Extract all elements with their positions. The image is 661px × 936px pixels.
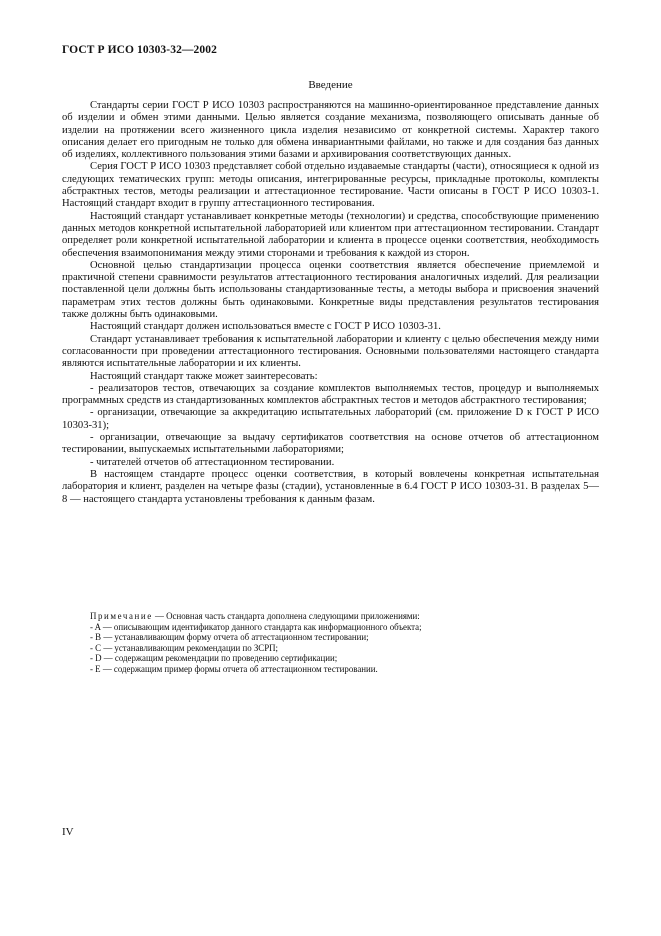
paragraph: Настоящий стандарт также может заинтересовать: — [90, 370, 318, 382]
note-item: - E — содержащим пример формы отчета об аттестационном тестировании. — [90, 663, 378, 674]
note-item: - B — устанавливающим форму отчета об аттестационном тестировании; — [90, 632, 369, 643]
note-item: - A — описывающим идентификатор данного стандарта как информационного объекта; — [90, 621, 422, 632]
paragraph: Основной целью стандартизации процесса оценки соответствия является обеспечение приемлемой и практичной степени сравнимости результатов аттестационного тестирования аналогичных изделий. Для реализации поставленной цели должны быть использованы стандартизованные тесты, а методы выбора и присвоения значений параметрам этих тестов должны быть одинаковыми. Конкретные виды представления результатов тестирования также должны быть одинаковыми. — [62, 259, 599, 321]
note-label: Примечание — [90, 611, 153, 621]
list-item: - организации, отвечающие за аккредитацию испытательных лабораторий (см. приложение D к ГОСТ Р ИСО 10303-31); — [62, 407, 599, 431]
list-item: - реализаторов тестов, отвечающих за создание комплектов выполняемых тестов, процедур и выполняемых программных средств из стандартизованных комплектов абстрактных тестов и методов абстрактного тестирования; — [62, 382, 599, 407]
introduction-body — [62, 100, 599, 506]
list-item: - читателей отчетов об аттестационном тестировании. — [90, 456, 335, 468]
document-header: ГОСТ Р ИСО 10303-32—2002 — [62, 44, 217, 56]
note-intro: — Основная часть стандарта дополнена следующими приложениями: — [152, 611, 420, 621]
annex-note — [90, 611, 599, 675]
list-item: - организации, отвечающие за выдачу сертификатов соответствия на основе отчетов об аттестационном тестировании, выпускаемых испытательными лабораториями; — [62, 432, 599, 456]
note-item: - C — устанавливающим рекомендации по ЗСРП; — [90, 642, 279, 653]
paragraph: Серия ГОСТ Р ИСО 10303 представляет собой отдельно издаваемые стандарты (части), относящиеся к одной из следующих тематических групп: методы описания, интегрированные ресурсы, прикладные протоколы, комплекты абстрактных тестов, методы реализации и аттестационное тестирование. Части описаны в ГОСТ Р ИСО 10303-1. Настоящий стандарт входит в группу аттестационного тестирования. — [62, 161, 599, 210]
note-heading — [90, 611, 599, 622]
paragraph: В настоящем стандарте процесс оценки соответствия, в который вовлечены конкретная испытательная лаборатория и клиент, разделен на четыре фазы (стадии), установленные в 6.4 ГОСТ Р ИСО 10303-31. В разделах 5—8 — настоящего стандарта установлены требования к данным фазам. — [62, 468, 599, 505]
paragraph: Настоящий стандарт должен использоваться вместе с ГОСТ Р ИСО 10303-31. — [90, 321, 441, 333]
paragraph: Стандарт устанавливает требования к испытательной лаборатории и клиенту с целью обеспечения между ними согласованности при проведении аттестационного тестирования. Основными пользователями настоящего стандарта являются испытательные лаборатории и их клиенты. — [62, 333, 599, 370]
section-title: Введение — [308, 79, 353, 91]
note-item: - D — содержащим рекомендации по проведению сертификации; — [90, 653, 338, 664]
paragraph: Стандарты серии ГОСТ Р ИСО 10303 распространяются на машинно-ориентированное представление данных об изделии и обмен этими данными. Целью является создание механизма, позволяющего описывать данные об изделии на протяжении всего жизненного цикла изделия независимо от конкретной системы. Характер такого описания делает его пригодным не только для обмена инвариантными файлами, но также и для создания баз данных об изделиях, коллективного пользования этими базами и архивирования соответствующих данных. — [62, 100, 599, 161]
page-number: IV — [62, 826, 74, 838]
paragraph: Настоящий стандарт устанавливает конкретные методы (технологии) и средства, способствующие применению данных методов конкретной испытательной лабораторией или клиентом при аттестационном тестировании. Стандарт определяет роли конкретной испытательной лаборатории и клиента в процессе оценки соответствия, необходимость обеспечения взаимопонимания между этими сторонами и требования к каждой из сторон. — [62, 210, 599, 259]
